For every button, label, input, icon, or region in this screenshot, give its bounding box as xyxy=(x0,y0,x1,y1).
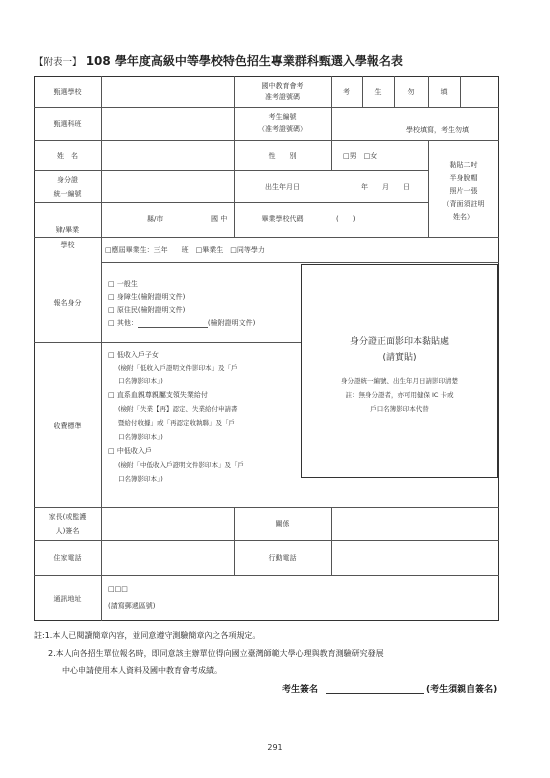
photo-note: 黏貼二吋 xyxy=(449,161,478,169)
school-fill-note: 學校填寫，考生勿填 xyxy=(406,126,469,134)
id-card-note: 註：無身分證者，亦可用健保 IC 卡或 xyxy=(345,391,454,399)
guardian-signature-label: 人)簽名 xyxy=(55,527,80,535)
identity-option-general[interactable]: □ 一般生 xyxy=(108,280,138,288)
row-line xyxy=(34,342,301,343)
home-phone-field[interactable] xyxy=(104,548,232,570)
birthdate-field[interactable]: 年 月 日 xyxy=(361,183,410,191)
photo-note: 姓名） xyxy=(453,213,474,221)
grad-status-checkboxes[interactable]: □應屆畢業生：三年 班 □畢業生 □同等學力 xyxy=(105,246,265,254)
signature-note: (考生須親自簽名) xyxy=(426,685,498,695)
note-1: 註:1.本人已閱讀簡章內容，並同意遵守測驗簡章內之各項規定。 xyxy=(34,631,261,640)
fee-note: (檢附「中低收入戶證明文件影印本」及「戶 xyxy=(118,461,245,469)
zip-code-hint: (請寫郵遞區號) xyxy=(108,602,156,610)
photo-note: 半身脫帽 xyxy=(449,174,478,182)
id-card-title: 身分證正面影印本黏貼處 xyxy=(349,337,449,347)
no-fill-char: 勿 xyxy=(407,88,415,96)
junior-high-label: 國 中 xyxy=(211,215,228,223)
grad-school-label: 學校 xyxy=(60,241,75,249)
name-field[interactable] xyxy=(104,146,232,166)
signature-line[interactable] xyxy=(326,693,424,694)
row-line xyxy=(34,107,499,108)
page-number: 291 xyxy=(267,743,283,752)
school-code-label: 畢業學校代碼 xyxy=(261,215,304,223)
guardian-signature-label: 家長(或監護 xyxy=(48,513,87,521)
identity-other-blank[interactable] xyxy=(138,319,208,328)
dept-label: 甄選科班 xyxy=(53,120,82,128)
fee-note: (檢附「低收入戶證明文件影印本」及「戶 xyxy=(118,364,238,372)
relation-label: 關係 xyxy=(275,520,290,528)
row-line xyxy=(101,262,499,263)
fee-note: 暨給付收據」或「再認定收執聯」及「戶 xyxy=(118,419,235,427)
fee-note: 口名簿影印本」) xyxy=(118,377,163,385)
id-number-label: 身分證 xyxy=(57,176,78,184)
col-line xyxy=(331,507,332,575)
gender-checkboxes[interactable]: □男 □女 xyxy=(343,152,378,160)
mobile-label: 行動電話 xyxy=(268,554,297,562)
exam-number-label: 考生編號 xyxy=(268,113,297,121)
fee-note: (檢附「失業【再】認定、失業給付申請書 xyxy=(118,405,238,413)
name-label: 姓 名 xyxy=(57,152,78,160)
id-card-subtitle: (請實貼) xyxy=(382,353,417,363)
edu-exam-label: 准考證號碼 xyxy=(265,93,300,101)
school-label: 甄選學校 xyxy=(53,88,82,96)
id-card-note: 戶口名簿影印本代替 xyxy=(370,405,429,413)
row-line xyxy=(34,202,428,203)
row-line xyxy=(34,575,499,576)
id-number-field[interactable] xyxy=(104,178,232,198)
fee-label: 收費標準 xyxy=(53,422,82,430)
row-line xyxy=(34,237,499,238)
row-line xyxy=(34,140,499,141)
identity-option-other[interactable] xyxy=(108,318,255,328)
photo-note: （背面須註明 xyxy=(442,200,485,208)
guardian-signature-field[interactable] xyxy=(104,514,232,536)
id-card-note: 身分證統一編號、出生年月日請影印清楚 xyxy=(341,377,458,385)
exam-number-label: （准考證號碼） xyxy=(258,125,307,133)
no-fill-char: 考 xyxy=(343,88,350,96)
row-line xyxy=(34,170,428,171)
grad-school-label: 肄/畢業 xyxy=(55,226,80,234)
school-code-field[interactable]: ( ) xyxy=(336,215,356,223)
relation-field[interactable] xyxy=(334,514,494,536)
fee-note: 口名簿影印本」) xyxy=(118,433,163,441)
city-label: 縣/市 xyxy=(147,215,164,223)
identity-label: 報名身分 xyxy=(53,299,82,307)
col-line xyxy=(234,507,235,575)
signature-label: 考生簽名 xyxy=(282,685,319,695)
photo-note: 照片一張 xyxy=(449,187,478,195)
fee-option-low-income[interactable]: □ 低收入戶子女 xyxy=(108,351,159,359)
title-text: 108 學年度高級中等學校特色招生專業群科甄選入學報名表 xyxy=(85,54,403,68)
identity-other-note: (檢附證明文件) xyxy=(207,319,256,327)
identity-other-label: □ 其他： xyxy=(108,319,138,327)
row-line xyxy=(34,507,499,508)
dept-field[interactable] xyxy=(104,114,232,134)
no-fill-char: 填 xyxy=(440,88,448,96)
birthdate-label: 出生年月日 xyxy=(265,183,300,191)
note-2-cont: 中心申請使用本人資料及國中教育會考成績。 xyxy=(62,666,222,675)
gender-label: 性 別 xyxy=(268,152,297,160)
form-title xyxy=(34,52,403,69)
note-2: 2.本人向各招生單位報名時，即同意該主辦單位得向國立臺灣師範大學心理與教育測驗研究發展 xyxy=(48,649,384,658)
address-label: 通訊地址 xyxy=(53,595,82,603)
identity-option-indigenous[interactable]: □ 原住民(檢附證明文件) xyxy=(108,306,186,314)
col-line xyxy=(331,140,332,170)
mobile-field[interactable] xyxy=(334,548,494,570)
row-line xyxy=(34,540,499,541)
home-phone-label: 住家電話 xyxy=(53,554,82,562)
col-line xyxy=(101,76,102,621)
id-number-label: 統一編號 xyxy=(53,190,82,198)
col-line xyxy=(460,76,461,107)
school-field[interactable] xyxy=(104,84,232,104)
zip-code-boxes[interactable]: □□□ xyxy=(108,585,128,593)
identity-option-disabled[interactable]: □ 身障生(檢附證明文件) xyxy=(108,293,186,301)
appendix-tag: 【附表一】 xyxy=(34,57,82,68)
edu-exam-label: 國中教育會考 xyxy=(261,82,304,90)
id-card-paste-box xyxy=(301,264,498,478)
fee-option-unemployment[interactable]: □ 直系血親尊親屬支領失業給付 xyxy=(108,391,208,399)
col-line xyxy=(331,107,332,140)
fee-option-mid-low-income[interactable]: □ 中低收入戶 xyxy=(108,447,152,455)
fee-note: 口名簿影印本」) xyxy=(118,475,163,483)
no-fill-char: 生 xyxy=(374,88,382,96)
